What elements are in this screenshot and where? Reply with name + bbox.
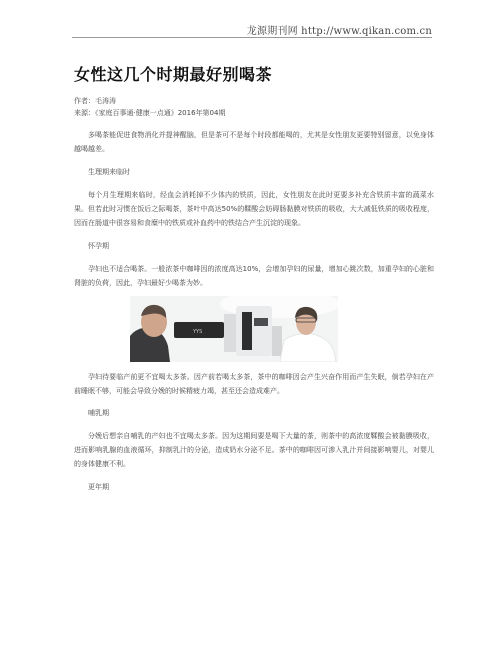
header-site-link[interactable]: 龙源期刊网 http://www.qikan.com.cn: [246, 26, 432, 37]
section-heading-menopause: 更年期: [88, 483, 109, 491]
article: [74, 62, 434, 494]
section-heading-lactation: 哺乳期: [88, 409, 109, 417]
device-label: YYS: [193, 329, 203, 335]
article-title: 女性这几个时期最好别喝茶: [74, 65, 273, 84]
section-heading-pregnancy: 怀孕期: [88, 242, 109, 250]
article-source: 来源：《家庭百事通·健康一点通》2016年第04期: [74, 109, 226, 117]
section-body-lactation: 分娩后想亲自哺乳的产妇也不宜喝太多茶。因为这期间要是喝下大量的茶，则茶中的高浓度鞣酸会被黏膜吸收，进而影响乳腺的血液循环，抑制乳汁的分泌，造成奶水分泌不足。茶中的咖啡因可渗入乳汁并间接影响婴儿，对婴儿的身体健康不利。: [74, 432, 434, 468]
article-photo: [130, 296, 338, 362]
section-body-menstruation: 每个月生理期来临时，经血会消耗掉不少体内的铁质，因此，女性朋友在此时更要多补充含铁质丰富的蔬菜水果。但若此时习惯在饭后之际喝茶，茶叶中高达50%的鞣酸会妨碍肠黏膜对铁质的吸收，大大减低铁质的吸收程度，因而在肠道中很容易和食糜中的铁质或补血药中的铁结合产生沉淀的现象。: [74, 191, 434, 227]
section-body-pregnancy: 孕妇也不适合喝茶。一般浓茶中咖啡因的浓度高达10%，会增加孕妇的尿量，增加心跳次数，加重孕妇的心脏和肾脏的负荷，因此，孕妇最好少喝茶为妙。: [74, 265, 434, 287]
eye-exam-photo: [130, 296, 338, 362]
section-body-labor: 孕妇待要临产前更不宜喝太多茶。因产前若喝太多茶，茶中的咖啡因会产生兴奋作用而产生失眠，倘若孕妇在产前睡眠不够，可能会导致分娩的时候精疲力竭，甚至还会造成难产。: [74, 373, 434, 395]
header-divider: [72, 37, 432, 38]
intro-paragraph: 多喝茶能促进食物消化并提神醒脑，但是茶可不是每个时段都能喝的，尤其是女性朋友更要特别留意，以免身体越喝越差。: [74, 131, 434, 153]
article-author: 作者：毛涛涛: [74, 97, 116, 105]
section-heading-menstruation: 生理期来临时: [88, 168, 130, 176]
